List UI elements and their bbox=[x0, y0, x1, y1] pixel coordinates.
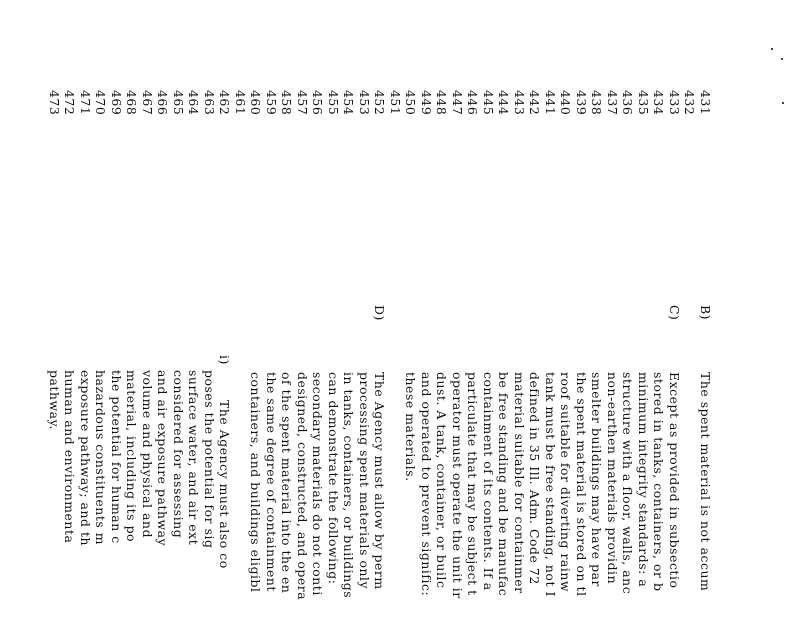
line-text: the potential for human c bbox=[109, 370, 124, 544]
line-text: considered for assessing bbox=[171, 370, 186, 539]
document-line bbox=[620, 0, 635, 618]
line-text: and operated to prevent signific: bbox=[419, 372, 434, 597]
document-line bbox=[140, 0, 155, 618]
document-line bbox=[434, 0, 449, 618]
line-number: 472 bbox=[62, 90, 78, 116]
document-line bbox=[279, 0, 294, 618]
document-line bbox=[47, 0, 62, 618]
line-number: 442 bbox=[527, 90, 543, 116]
document-line bbox=[62, 0, 77, 618]
line-number: 440 bbox=[558, 90, 574, 116]
line-text: processing spent materials only bbox=[357, 372, 372, 590]
document-line bbox=[682, 0, 697, 618]
line-text: The spent material is not accum bbox=[698, 372, 713, 592]
document-line bbox=[357, 0, 372, 618]
line-text: particulate that may be subject t bbox=[465, 372, 481, 596]
scan-speck bbox=[781, 58, 783, 60]
document-line bbox=[481, 0, 496, 618]
item-label: i) bbox=[217, 355, 233, 365]
document-line bbox=[388, 0, 403, 618]
line-number: 467 bbox=[140, 90, 155, 116]
line-text: of the spent material into the en bbox=[279, 372, 295, 594]
subsection-label: C) bbox=[667, 305, 682, 321]
line-text: exposure pathway; and th bbox=[78, 370, 93, 547]
line-number: 463 bbox=[202, 90, 217, 116]
line-text: roof suitable for diverting rainw bbox=[558, 372, 574, 593]
document-line bbox=[667, 0, 682, 618]
subsection-label: B) bbox=[698, 305, 713, 321]
line-number: 462 bbox=[217, 90, 233, 116]
line-number: 453 bbox=[357, 90, 372, 116]
document-line bbox=[264, 0, 279, 618]
line-text: these materials. bbox=[403, 372, 419, 482]
line-number: 454 bbox=[341, 90, 357, 116]
document-line bbox=[171, 0, 186, 618]
line-number: 471 bbox=[78, 90, 93, 116]
line-number: 452 bbox=[372, 90, 388, 116]
line-text: containment of its contents. If a bbox=[481, 372, 496, 591]
line-text: tank must be free standing, not I bbox=[543, 372, 558, 597]
document-line bbox=[202, 0, 217, 618]
line-text: poses the potential for sig bbox=[202, 370, 217, 549]
line-number: 451 bbox=[388, 90, 403, 116]
line-text: pathway. bbox=[47, 370, 62, 430]
line-number: 455 bbox=[326, 90, 341, 116]
document-line bbox=[372, 0, 387, 618]
line-text: material suitable for containmer bbox=[512, 372, 527, 594]
line-number: 448 bbox=[434, 90, 450, 116]
line-text: designed, constructed, and opera bbox=[295, 372, 310, 601]
scan-speck bbox=[782, 102, 784, 104]
line-number: 468 bbox=[124, 90, 140, 116]
line-text: defined in 35 Ill. Adm. Code 72 bbox=[527, 372, 543, 585]
document-line bbox=[698, 0, 713, 618]
document-line bbox=[109, 0, 124, 618]
line-text: The Agency must allow by perm bbox=[372, 372, 388, 590]
line-text: be free standing and be manufac bbox=[496, 372, 512, 597]
line-text: structure with a floor, walls, anc bbox=[620, 372, 636, 595]
document-line bbox=[186, 0, 201, 618]
line-number: 460 bbox=[248, 90, 264, 116]
line-text: surface water, and air ext bbox=[186, 370, 202, 546]
document-line bbox=[512, 0, 527, 618]
line-number: 457 bbox=[295, 90, 310, 116]
line-number: 458 bbox=[279, 90, 295, 116]
document-line bbox=[636, 0, 651, 618]
line-text: the same degree of containment bbox=[264, 372, 279, 592]
line-number: 437 bbox=[605, 90, 620, 116]
line-number: 469 bbox=[109, 90, 124, 116]
line-number: 464 bbox=[186, 90, 202, 116]
line-number: 438 bbox=[589, 90, 605, 116]
document-line bbox=[233, 0, 248, 618]
line-number: 436 bbox=[620, 90, 636, 116]
document-line bbox=[93, 0, 108, 618]
line-number: 465 bbox=[171, 90, 186, 116]
line-text: hazardous constituents m bbox=[93, 370, 109, 546]
line-text: stored in tanks, containers, or b bbox=[651, 372, 667, 592]
document-line bbox=[124, 0, 139, 618]
line-number: 435 bbox=[636, 90, 651, 116]
document-line bbox=[78, 0, 93, 618]
line-text: operator must operate the unit ir bbox=[450, 372, 465, 599]
line-text: containers, and buildings eligibl bbox=[248, 372, 264, 593]
line-number: 446 bbox=[465, 90, 481, 116]
line-text: smelter buildings may have par bbox=[589, 372, 605, 587]
line-text: and air exposure pathway bbox=[155, 370, 171, 547]
line-number: 447 bbox=[450, 90, 465, 116]
line-number: 461 bbox=[233, 90, 248, 116]
document-line bbox=[574, 0, 589, 618]
item-text: The Agency must also co bbox=[217, 400, 233, 569]
document-line bbox=[465, 0, 480, 618]
line-text: the spent material is stored on tl bbox=[574, 372, 589, 597]
line-number: 434 bbox=[651, 90, 667, 116]
document-line bbox=[155, 0, 170, 618]
document-line bbox=[496, 0, 511, 618]
line-number: 449 bbox=[419, 90, 434, 116]
line-number: 466 bbox=[155, 90, 171, 116]
document-line bbox=[310, 0, 325, 618]
line-number: 432 bbox=[682, 90, 698, 116]
document-line bbox=[527, 0, 542, 618]
line-text: human and environmenta bbox=[62, 370, 78, 544]
document-line bbox=[341, 0, 356, 618]
document-line bbox=[217, 0, 232, 618]
line-text: secondary materials do not conti bbox=[310, 372, 326, 596]
document-line bbox=[248, 0, 263, 618]
line-number: 441 bbox=[543, 90, 558, 116]
line-number: 439 bbox=[574, 90, 589, 116]
document-line bbox=[605, 0, 620, 618]
document-line bbox=[543, 0, 558, 618]
line-text: non-earthen materials providin bbox=[605, 372, 620, 585]
document-line bbox=[326, 0, 341, 618]
line-number: 450 bbox=[403, 90, 419, 116]
line-number: 470 bbox=[93, 90, 109, 116]
scan-speck bbox=[771, 48, 773, 50]
document-line bbox=[450, 0, 465, 618]
line-text: can demonstrate the following: bbox=[326, 372, 341, 585]
document-line bbox=[589, 0, 604, 618]
line-text: minimum integrity standards: a bbox=[636, 372, 651, 588]
line-number: 444 bbox=[496, 90, 512, 116]
document-line bbox=[558, 0, 573, 618]
line-number: 473 bbox=[47, 90, 62, 116]
line-text: dust. A tank, container, or builc bbox=[434, 372, 450, 589]
line-number: 459 bbox=[264, 90, 279, 116]
line-text: in tanks, containers, or buildings bbox=[341, 372, 357, 599]
line-text: Except as provided in subsectio bbox=[667, 372, 682, 589]
line-text: material, including its po bbox=[124, 370, 140, 543]
document-line bbox=[651, 0, 666, 618]
document-line bbox=[295, 0, 310, 618]
line-number: 445 bbox=[481, 90, 496, 116]
line-number: 443 bbox=[512, 90, 527, 116]
line-number: 456 bbox=[310, 90, 326, 116]
line-text: volume and physical and bbox=[140, 370, 155, 539]
document-line bbox=[419, 0, 434, 618]
subsection-label: D) bbox=[372, 305, 388, 321]
line-number: 431 bbox=[698, 90, 713, 116]
document-line bbox=[403, 0, 418, 618]
line-number: 433 bbox=[667, 90, 682, 116]
